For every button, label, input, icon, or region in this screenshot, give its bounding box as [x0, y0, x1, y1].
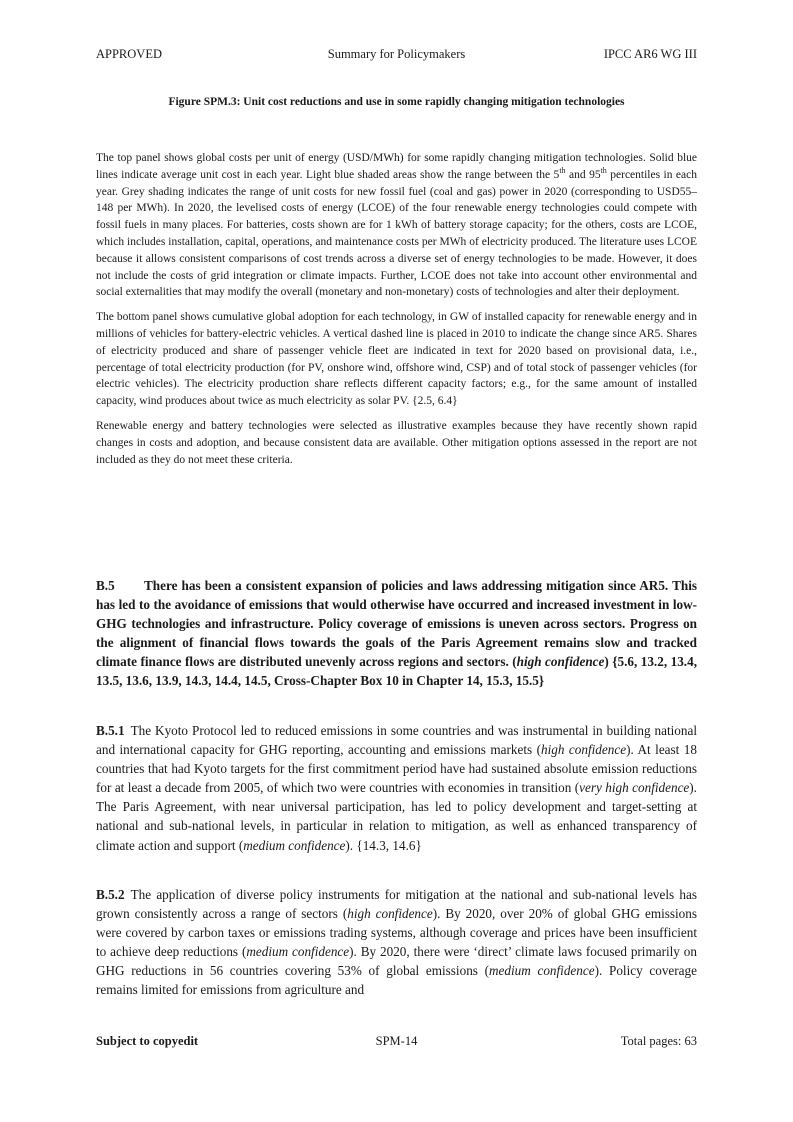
paragraph-b5-1: B.5.1 The Kyoto Protocol led to reduced emissions in some countries and was instrumental in building national and international capacity for GHG reporting, accounting and emissions markets (high confidence). At least 18 countries that had Kyoto targets for the first commitment period have had sustained absolute emission reductions for at least a decade from 2005, of which two were countries with economies in transition (very high confidence). The Paris Agreement, with near universal participation, has led to policy development and target-setting at national and sub-national levels, in particular in relation to mitigation, as well as enhanced transparency of climate action and support (medium confidence). {14.3, 14.6} [96, 723, 697, 853]
confidence-level: medium confidence [246, 944, 350, 960]
figure-caption [96, 150, 697, 476]
header-status: APPROVED [96, 47, 162, 61]
page-footer [96, 1034, 697, 1050]
caption-paragraph-1: The top panel shows global costs per unit of energy (USD/MWh) for some rapidly changing mitigation technologies. Solid blue lines indicate average unit cost in each year. Light blue shaded areas show the range between the 5th and 95th percentiles in each year. Grey shading indicates the range of unit costs for new fossil fuel (coal and gas) power in 2020 (corresponding to USD55–148 per MWh). In 2020, the levelised costs of energy (LCOE) of the four renewable energy technologies could compete with fossil fuels in many places. For batteries, costs shown are for 1 kWh of battery storage capacity; for the others, costs are LCOE, which includes installation, capital, operations, and maintenance costs per MWh of electricity produced. The literature uses LCOE because it allows consistent comparisons of cost trends across a diverse set of energy technologies to be made. However, it does not include the costs of grid integration or climate impacts. Further, LCOE does not take into account other environmental and social externalities that may modify the overall (monetary and non-monetary) costs of technologies and alter their deployment. [96, 152, 697, 299]
page-number: SPM-14 [375, 1034, 418, 1048]
paragraph-number: B.5.2 [96, 887, 125, 902]
paragraph-b5-2: B.5.2 The application of diverse policy instruments for mitigation at the national and sub-national levels has grown consistently across a range of sectors (high confidence). By 2020, over 20% of global GHG emissions were covered by carbon taxes or emissions trading systems, although coverage and prices have been insufficient to achieve deep reductions (medium confidence). By 2020, there were ‘direct’ climate laws focused primarily on GHG reductions in 56 countries covering 53% of global emissions (medium confidence). Policy coverage remains limited for emissions from agriculture and [96, 887, 697, 998]
confidence-level: medium confidence [489, 963, 595, 979]
header-section-title: Summary for Policymakers [327, 47, 466, 61]
paragraph-number: B.5.1 [96, 723, 125, 738]
headline-statement-b5: B.5 There has been a consistent expansion of policies and laws addressing mitigation since AR5. This has led to the avoidance of emissions that would otherwise have occurred and increased investment in low-GHG technologies and infrastructure. Policy coverage of emissions is uneven across sectors. Progress on the alignment of financial flows towards the goals of the Paris Agreement remains slow and tracked climate finance flows are distributed unevenly across regions and sectors. (high confidence) {5.6, 13.2, 13.4, 13.5, 13.6, 13.9, 14.3, 14.4, 14.5, Cross-Chapter Box 10 in Chapter 14, 15.3, 15.5} [96, 578, 697, 688]
confidence-level: very high confidence [579, 780, 690, 796]
total-pages: Total pages: 63 [620, 1034, 697, 1048]
caption-paragraph-2: The bottom panel shows cumulative global adoption for each technology, in GW of installed capacity for renewable energy and in millions of vehicles for battery-electric vehicles. A vertical dashed line is placed in 2010 to indicate the change since AR5. Shares of electricity produced and share of passenger vehicle fleet are indicated in text for 2020 based on provisional data, i.e., percentage of total electricity production (for PV, onshore wind, offshore wind, CSP) and of total stock of passenger vehicles (for electric vehicles). The electricity production share reflects different capacity factors; e.g., for the same amount of installed capacity, wind produces about twice as much electricity as solar PV. {2.5, 6.4} [96, 311, 697, 408]
section-number: B.5 [96, 578, 115, 593]
caption-paragraph-3: Renewable energy and battery technologies were selected as illustrative examples because they have recently shown rapid changes in costs and adoption, and because consistent data are available. Other mitigation options assessed in the report are not included as they do not meet these criteria. [96, 419, 697, 466]
confidence-level: high confidence [516, 654, 605, 669]
figure-title: Figure SPM.3: Unit cost reductions and use in some rapidly changing mitigation technologies [168, 96, 625, 108]
confidence-level: high confidence [541, 742, 627, 758]
header-report-name: IPCC AR6 WG III [603, 47, 697, 61]
confidence-level: medium confidence [243, 837, 346, 853]
page-header [96, 47, 697, 63]
footer-copyedit-note: Subject to copyedit [96, 1034, 199, 1048]
confidence-level: high confidence [347, 906, 433, 922]
